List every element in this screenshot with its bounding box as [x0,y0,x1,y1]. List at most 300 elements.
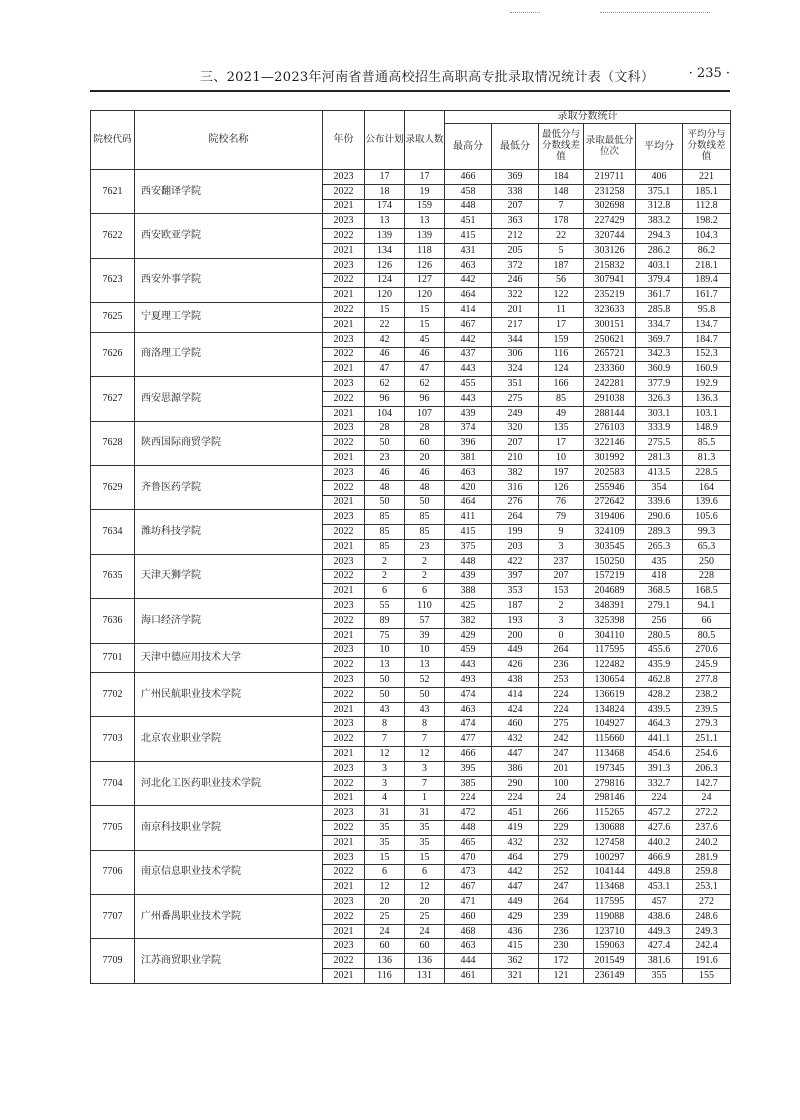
cell-avg-diff: 152.3 [683,347,731,362]
cell-plan: 15 [365,303,405,318]
cell-avg-diff: 272 [683,895,731,910]
cell-min: 362 [492,954,539,969]
cell-plan: 3 [365,776,405,791]
cell-max: 448 [445,199,492,214]
cell-max: 463 [445,702,492,717]
cell-admitted: 45 [405,332,445,347]
cell-rank: 231258 [584,184,636,199]
cell-min-diff: 224 [539,687,584,702]
cell-year: 2023 [323,673,365,688]
cell-min: 344 [492,332,539,347]
cell-plan: 124 [365,273,405,288]
cell-min: 321 [492,969,539,984]
cell-min-diff: 49 [539,406,584,421]
cell-plan: 24 [365,924,405,939]
cell-admitted: 120 [405,288,445,303]
cell-max: 437 [445,347,492,362]
cell-admitted: 85 [405,510,445,525]
cell-min-diff: 237 [539,554,584,569]
cell-admitted: 118 [405,243,445,258]
cell-min-diff: 11 [539,303,584,318]
cell-min: 415 [492,939,539,954]
cell-max: 442 [445,273,492,288]
cell-avg: 342.3 [636,347,683,362]
cell-max: 448 [445,821,492,836]
cell-avg: 464.3 [636,717,683,732]
cell-plan: 50 [365,495,405,510]
cell-min-diff: 56 [539,273,584,288]
cell-min: 224 [492,791,539,806]
cell-admitted: 25 [405,909,445,924]
cell-avg: 438.6 [636,909,683,924]
cell-admitted: 13 [405,658,445,673]
cell-min-diff: 124 [539,362,584,377]
cell-year: 2022 [323,865,365,880]
cell-rank: 104144 [584,865,636,880]
cell-max: 385 [445,776,492,791]
cell-year: 2023 [323,465,365,480]
cell-admitted: 15 [405,303,445,318]
cell-plan: 18 [365,184,405,199]
cell-rank: 320744 [584,229,636,244]
cell-min: 451 [492,806,539,821]
school-code: 7621 [91,170,135,214]
cell-admitted: 96 [405,391,445,406]
cell-min-diff: 159 [539,332,584,347]
cell-min-diff: 153 [539,584,584,599]
cell-max: 460 [445,909,492,924]
cell-min-diff: 22 [539,229,584,244]
cell-min: 199 [492,525,539,540]
cell-year: 2021 [323,288,365,303]
cell-plan: 3 [365,761,405,776]
school-name: 南京信息职业技术学院 [135,850,323,894]
cell-max: 382 [445,613,492,628]
school-name: 天津天狮学院 [135,554,323,598]
cell-min-diff: 166 [539,377,584,392]
cell-min-diff: 264 [539,643,584,658]
cell-admitted: 10 [405,643,445,658]
cell-min: 397 [492,569,539,584]
cell-year: 2022 [323,954,365,969]
cell-year: 2023 [323,761,365,776]
cell-max: 451 [445,214,492,229]
cell-rank: 115660 [584,732,636,747]
cell-rank: 117595 [584,643,636,658]
page-title: 三、2021—2023年河南省普通高校招生高职高专批录取情况统计表（文科） [200,70,655,85]
school-code: 7704 [91,761,135,805]
cell-year: 2022 [323,480,365,495]
cell-rank: 115265 [584,806,636,821]
cell-year: 2021 [323,243,365,258]
school-code: 7623 [91,258,135,302]
cell-avg: 466.9 [636,850,683,865]
cell-min: 419 [492,821,539,836]
cell-avg-diff: 221 [683,170,731,185]
cell-avg: 369.7 [636,332,683,347]
cell-avg: 286.2 [636,243,683,258]
cell-max: 415 [445,525,492,540]
school-code: 7622 [91,214,135,258]
cell-admitted: 43 [405,702,445,717]
cell-admitted: 1 [405,791,445,806]
cell-admitted: 28 [405,421,445,436]
cell-admitted: 110 [405,599,445,614]
table-row [91,170,731,185]
cell-max: 442 [445,332,492,347]
table-row [91,465,731,480]
cell-avg: 439.5 [636,702,683,717]
cell-avg: 440.2 [636,835,683,850]
cell-plan: 31 [365,806,405,821]
table-row [91,377,731,392]
cell-rank: 291038 [584,391,636,406]
cell-rank: 134824 [584,702,636,717]
cell-avg: 428.2 [636,687,683,702]
cell-avg: 379.4 [636,273,683,288]
cell-min-diff: 207 [539,569,584,584]
cell-min: 363 [492,214,539,229]
cell-max: 395 [445,761,492,776]
table-row [91,806,731,821]
cell-admitted: 24 [405,924,445,939]
cell-min-diff: 126 [539,480,584,495]
cell-avg-diff: 185.1 [683,184,731,199]
cell-max: 467 [445,317,492,332]
cell-min: 320 [492,421,539,436]
cell-max: 465 [445,835,492,850]
cell-year: 2021 [323,702,365,717]
cell-avg-diff: 148.9 [683,421,731,436]
cell-max: 463 [445,258,492,273]
cell-year: 2021 [323,747,365,762]
cell-max: 381 [445,451,492,466]
school-name: 齐鲁医药学院 [135,465,323,509]
cell-min: 217 [492,317,539,332]
cell-avg-diff: 164 [683,480,731,495]
cell-avg-diff: 161.7 [683,288,731,303]
cell-admitted: 23 [405,539,445,554]
cell-plan: 134 [365,243,405,258]
cell-avg: 281.3 [636,451,683,466]
cell-avg-diff: 281.9 [683,850,731,865]
cell-avg-diff: 66 [683,613,731,628]
cell-rank: 255946 [584,480,636,495]
cell-min: 447 [492,747,539,762]
cell-min: 438 [492,673,539,688]
cell-plan: 46 [365,347,405,362]
cell-avg: 403.1 [636,258,683,273]
cell-plan: 89 [365,613,405,628]
cell-min: 210 [492,451,539,466]
table-row [91,554,731,569]
cell-avg-diff: 228 [683,569,731,584]
cell-rank: 322146 [584,436,636,451]
cell-max: 414 [445,303,492,318]
cell-year: 2021 [323,539,365,554]
cell-plan: 2 [365,554,405,569]
cell-admitted: 107 [405,406,445,421]
cell-max: 470 [445,850,492,865]
cell-year: 2021 [323,584,365,599]
cell-max: 443 [445,391,492,406]
cell-avg: 368.5 [636,584,683,599]
cell-min: 207 [492,199,539,214]
admission-table [90,110,731,984]
cell-rank: 119088 [584,909,636,924]
cell-year: 2023 [323,599,365,614]
cell-admitted: 126 [405,258,445,273]
cell-plan: 85 [365,525,405,540]
cell-min: 386 [492,761,539,776]
cell-avg: 275.5 [636,436,683,451]
cell-year: 2022 [323,687,365,702]
cell-avg-diff: 249.3 [683,924,731,939]
cell-plan: 20 [365,895,405,910]
cell-admitted: 12 [405,747,445,762]
cell-admitted: 57 [405,613,445,628]
cell-min-diff: 230 [539,939,584,954]
cell-min-diff: 236 [539,658,584,673]
cell-min: 447 [492,880,539,895]
cell-max: 439 [445,569,492,584]
cell-rank: 123710 [584,924,636,939]
cell-year: 2022 [323,525,365,540]
cell-admitted: 15 [405,850,445,865]
cell-rank: 113468 [584,880,636,895]
cell-admitted: 12 [405,880,445,895]
cell-avg: 454.6 [636,747,683,762]
table-row [91,643,731,658]
cell-plan: 23 [365,451,405,466]
cell-min-diff: 275 [539,717,584,732]
cell-plan: 4 [365,791,405,806]
cell-avg: 224 [636,791,683,806]
cell-min-diff: 242 [539,732,584,747]
cell-min-diff: 24 [539,791,584,806]
cell-max: 375 [445,539,492,554]
cell-avg: 449.8 [636,865,683,880]
cell-plan: 42 [365,332,405,347]
col-min-header: 最低分 [492,124,539,170]
cell-rank: 325398 [584,613,636,628]
cell-min: 436 [492,924,539,939]
cell-rank: 157219 [584,569,636,584]
cell-year: 2023 [323,377,365,392]
school-name: 北京农业职业学院 [135,717,323,761]
cell-admitted: 8 [405,717,445,732]
cell-rank: 130688 [584,821,636,836]
school-code: 7635 [91,554,135,598]
cell-plan: 85 [365,539,405,554]
col-plan-header: 公布计划 [365,111,405,170]
school-name: 广州民航职业技术学院 [135,673,323,717]
col-stats-group-header: 录取分数统计 [445,111,731,124]
cell-rank: 122482 [584,658,636,673]
cell-min: 246 [492,273,539,288]
cell-avg-diff: 192.9 [683,377,731,392]
cell-min-diff: 239 [539,909,584,924]
cell-rank: 233360 [584,362,636,377]
scan-mark [600,12,710,13]
cell-avg-diff: 81.3 [683,451,731,466]
cell-plan: 104 [365,406,405,421]
cell-year: 2021 [323,628,365,643]
cell-max: 429 [445,628,492,643]
cell-rank: 304110 [584,628,636,643]
cell-year: 2021 [323,451,365,466]
cell-rank: 272642 [584,495,636,510]
cell-min: 322 [492,288,539,303]
cell-min-diff: 76 [539,495,584,510]
cell-min-diff: 201 [539,761,584,776]
cell-plan: 96 [365,391,405,406]
cell-plan: 25 [365,909,405,924]
cell-avg: 285.8 [636,303,683,318]
cell-avg: 453.1 [636,880,683,895]
cell-admitted: 2 [405,569,445,584]
cell-avg: 375.1 [636,184,683,199]
cell-admitted: 46 [405,465,445,480]
table-row [91,510,731,525]
cell-year: 2023 [323,643,365,658]
cell-year: 2021 [323,880,365,895]
cell-rank: 301992 [584,451,636,466]
cell-max: 464 [445,288,492,303]
col-max-header: 最高分 [445,124,492,170]
cell-avg: 383.2 [636,214,683,229]
school-code: 7707 [91,895,135,939]
cell-year: 2022 [323,613,365,628]
cell-min: 429 [492,909,539,924]
cell-avg-diff: 245.9 [683,658,731,673]
cell-avg: 332.7 [636,776,683,791]
cell-min-diff: 252 [539,865,584,880]
cell-avg: 360.9 [636,362,683,377]
cell-admitted: 131 [405,969,445,984]
cell-admitted: 31 [405,806,445,821]
cell-avg: 289.3 [636,525,683,540]
cell-min: 449 [492,895,539,910]
cell-max: 459 [445,643,492,658]
cell-avg-diff: 250 [683,554,731,569]
cell-avg-diff: 251.1 [683,732,731,747]
cell-max: 431 [445,243,492,258]
cell-min-diff: 232 [539,835,584,850]
cell-max: 420 [445,480,492,495]
cell-min-diff: 9 [539,525,584,540]
cell-admitted: 2 [405,554,445,569]
col-min-diff-header: 最低分与分数线差值 [539,124,584,170]
cell-min: 369 [492,170,539,185]
cell-max: 415 [445,229,492,244]
cell-max: 466 [445,747,492,762]
cell-min-diff: 100 [539,776,584,791]
cell-min-diff: 187 [539,258,584,273]
cell-avg-diff: 279.3 [683,717,731,732]
cell-avg-diff: 160.9 [683,362,731,377]
cell-year: 2021 [323,969,365,984]
cell-rank: 215832 [584,258,636,273]
cell-rank: 323633 [584,303,636,318]
cell-min-diff: 5 [539,243,584,258]
cell-min-diff: 184 [539,170,584,185]
cell-min: 249 [492,406,539,421]
cell-avg: 256 [636,613,683,628]
cell-admitted: 39 [405,628,445,643]
cell-max: 425 [445,599,492,614]
cell-plan: 2 [365,569,405,584]
cell-rank: 298146 [584,791,636,806]
cell-avg-diff: 218.1 [683,258,731,273]
school-code: 7626 [91,332,135,376]
cell-min-diff: 116 [539,347,584,362]
cell-avg-diff: 228.5 [683,465,731,480]
cell-rank: 302698 [584,199,636,214]
cell-min: 275 [492,391,539,406]
cell-min: 460 [492,717,539,732]
cell-year: 2022 [323,909,365,924]
cell-avg-diff: 24 [683,791,731,806]
cell-admitted: 50 [405,687,445,702]
cell-avg: 457 [636,895,683,910]
cell-max: 458 [445,184,492,199]
cell-avg: 413.5 [636,465,683,480]
cell-min-diff: 247 [539,747,584,762]
cell-min: 193 [492,613,539,628]
cell-min-diff: 247 [539,880,584,895]
school-name: 商洛理工学院 [135,332,323,376]
cell-rank: 227429 [584,214,636,229]
cell-max: 443 [445,362,492,377]
table-row [91,332,731,347]
cell-admitted: 20 [405,451,445,466]
cell-avg-diff: 259.8 [683,865,731,880]
cell-min-diff: 17 [539,317,584,332]
cell-avg: 449.3 [636,924,683,939]
cell-min-diff: 0 [539,628,584,643]
school-code: 7625 [91,303,135,333]
cell-rank: 250621 [584,332,636,347]
cell-max: 473 [445,865,492,880]
cell-max: 396 [445,436,492,451]
cell-avg: 326.3 [636,391,683,406]
cell-min: 276 [492,495,539,510]
cell-year: 2023 [323,850,365,865]
cell-rank: 348391 [584,599,636,614]
cell-min-diff: 17 [539,436,584,451]
cell-avg-diff: 168.5 [683,584,731,599]
cell-min: 432 [492,732,539,747]
cell-min: 372 [492,258,539,273]
cell-min: 414 [492,687,539,702]
cell-max: 467 [445,880,492,895]
cell-rank: 242281 [584,377,636,392]
cell-rank: 303126 [584,243,636,258]
col-year-header: 年份 [323,111,365,170]
cell-min: 212 [492,229,539,244]
cell-year: 2023 [323,554,365,569]
cell-admitted: 136 [405,954,445,969]
cell-admitted: 15 [405,317,445,332]
cell-plan: 55 [365,599,405,614]
cell-plan: 174 [365,199,405,214]
cell-admitted: 3 [405,761,445,776]
cell-avg-diff: 103.1 [683,406,731,421]
cell-plan: 116 [365,969,405,984]
school-name: 陕西国际商贸学院 [135,421,323,465]
cell-avg: 462.8 [636,673,683,688]
